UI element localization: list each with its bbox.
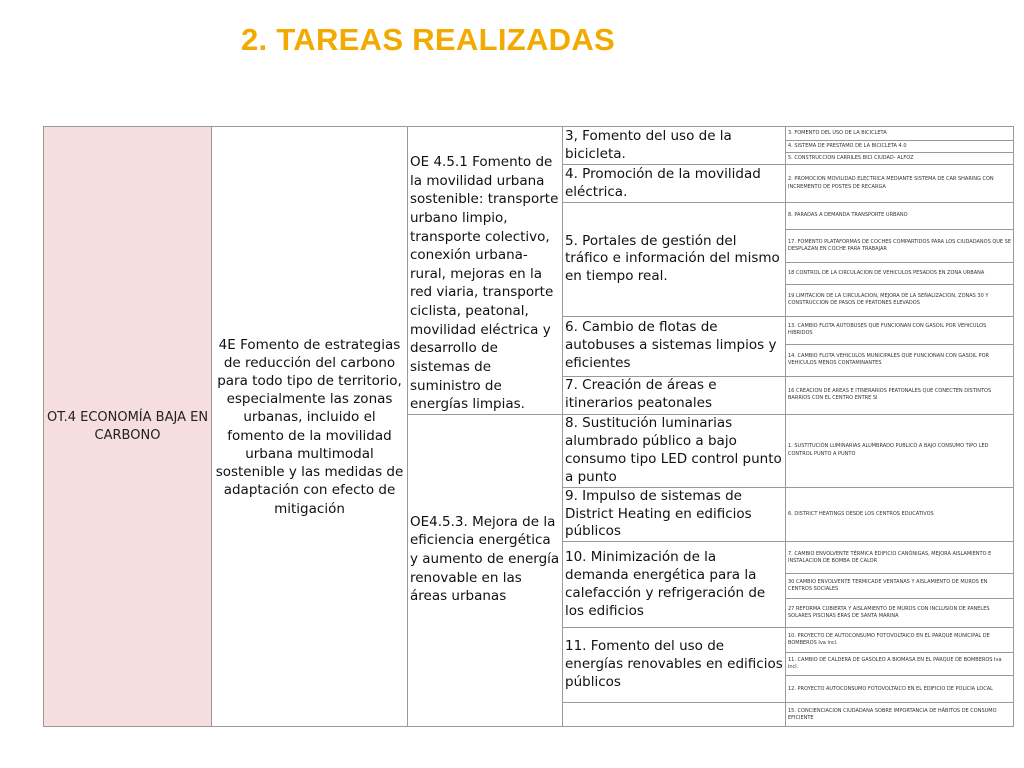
objective-cell: 7. Creación de áreas e itinerarios peatonales [563, 376, 786, 414]
task-cell: 15. CONCIENCIACION CIUDADANA SOBRE IMPORTANCIA DE HÁBITOS DE CONSUMO EFICIENTE [786, 703, 1014, 727]
task-cell: 5. CONSTRUCCION CARRILES BICI CIUDAD- ALFOZ [786, 153, 1014, 165]
task-cell: 10. PROYECTO DE AUTOCONSUMO FOTOVOLTAICO EN EL PARQUE MUNICIPAL DE BOMBEROS Iva incl. [786, 628, 1014, 653]
thematic-objective-cell: OT.4 ECONOMÍA BAJA EN CARBONO [44, 127, 212, 727]
objective-cell: 11. Fomento del uso de energías renovables en edificios públicos [563, 628, 786, 703]
objective-cell: 4. Promoción de la movilidad eléctrica. [563, 165, 786, 203]
task-cell: 13. CAMBIO FLOTA AUTOBUSES QUE FUNCIONAN CON GASOIL POR VEHICULOS HIBRIDOS [786, 316, 1014, 344]
task-cell: 2. PROMOCION MOVILIDAD ELECTRICA MEDIANTE SISTEMA DE CAR SHARING CON INCREMENTO DE POSTES DE RECARGA [786, 165, 1014, 203]
page-title: 2. TAREAS REALIZADAS [241, 22, 616, 57]
tasks-table [43, 126, 1014, 727]
task-cell: 8. PARADAS A DEMANDA TRANSPORTE URBANO [786, 203, 1014, 230]
objective-cell: 6. Cambio de flotas de autobuses a sistemas limpios y eficientes [563, 316, 786, 376]
task-cell: 18 CONTROL DE LA CIRCULACION DE VEHICULOS PESADOS EN ZONA URBANA [786, 262, 1014, 284]
task-cell: 17. FOMENTO PLATAFORMAS DE COCHES COMPARTIDOS PARA LOS CIUDADANOS QUE SE DESPLAZAN EN COCHE PARA TRABAJAR [786, 229, 1014, 262]
task-cell: 30 CAMBIO ENVOLVENTE TERMICADE VENTANAS Y AISLAMIENTO DE MUROS EN CENTROS SOCIALES [786, 574, 1014, 599]
task-cell: 27 REFORMA CUBIERTA Y AISLAMIENTO DE MUROS CON INCLUSION DE PANELES SOLARES PISCINAS ERAS DE SANTA MARINA [786, 599, 1014, 628]
objective-cell: 3, Fomento del uso de la bicicleta. [563, 127, 786, 165]
task-cell: 4. SISTEMA DE PRESTAMO DE LA BICICLETA 4.0 [786, 141, 1014, 153]
task-cell: 16 CREACION DE AREAS E ITINERARIOS PEATONALES QUE CONECTEN DISTINTOS BARRIOS CON EL CENTRO ENTRE SI [786, 376, 1014, 414]
specific-objective-cell: OE4.5.3. Mejora de la eficiencia energética y aumento de energía renovable en las áreas urbanas [408, 414, 563, 727]
task-cell: 19 LIMITACION DE LA CIRCULACION, MEJORA DE LA SEÑALIZACION, ZONAS 30 Y CONSTRUCCION DE PASOS DE PEATONES ELEVADOS [786, 284, 1014, 316]
objective-cell: 10. Minimización de la demanda energética para la calefacción y refrigeración de los edificios [563, 542, 786, 628]
task-cell: 14. CAMBIO FLOTA VEHICULOS MUNICIPALES QUE FUNCIONAN CON GASOIL POR VEHICULOS MENOS CONTAMINANTES [786, 344, 1014, 376]
objective-cell: 9. Impulso de sistemas de District Heating en edificios públicos [563, 487, 786, 542]
specific-objective-cell: OE 4.5.1 Fomento de la movilidad urbana sostenible: transporte urbano limpio, transporte colectivo, conexión urbana-rural, mejoras en la red viaria, transporte ciclista, peatonal, movilidad eléctrica y desarrollo de sistemas de suministro de energías limpias. [408, 127, 563, 415]
task-cell: 6. DISTRICT HEATINGS DESDE LOS CENTROS EDUCATIVOS [786, 487, 1014, 542]
objective-cell: 8. Sustitución luminarias alumbrado público a bajo consumo tipo LED control punto a punto [563, 414, 786, 487]
objective-cell: 5. Portales de gestión del tráfico e información del mismo en tiempo real. [563, 203, 786, 317]
task-cell: 3. FOMENTO DEL USO DE LA BICICLETA [786, 127, 1014, 141]
empty-objective-cell [563, 703, 786, 727]
task-cell: 11. CAMBIO DE CALDERA DE GASOLEO A BIOMASA EN EL PARQUE DE BOMBEROS Iva incl. [786, 653, 1014, 676]
task-cell: 1. SUSTITUCIÓN LUMINARIAS ALUMBRADO PUBLICO A BAJO CONSUMO TIPO LED CONTROL PUNTO A PUNTO [786, 414, 1014, 487]
task-cell: 12. PROYECTO AUTOCONSUMO FOTOVOLTAICO EN EL EDIFICIO DE POLICIA LOCAL [786, 676, 1014, 703]
task-cell: 7. CAMBIO ENVOLVENTE TÉRMICA EDIFICIO CANÓNIGAS, MEJORA AISLAMIENTO E INSTALACION DE BOMBA DE CALOR [786, 542, 1014, 574]
investment-priority-cell: 4E Fomento de estrategias de reducción del carbono para todo tipo de territorio, especialmente las zonas urbanas, incluido el fomento de la movilidad urbana multimodal sostenible y las medidas de adaptación con efecto de mitigación [212, 127, 408, 727]
